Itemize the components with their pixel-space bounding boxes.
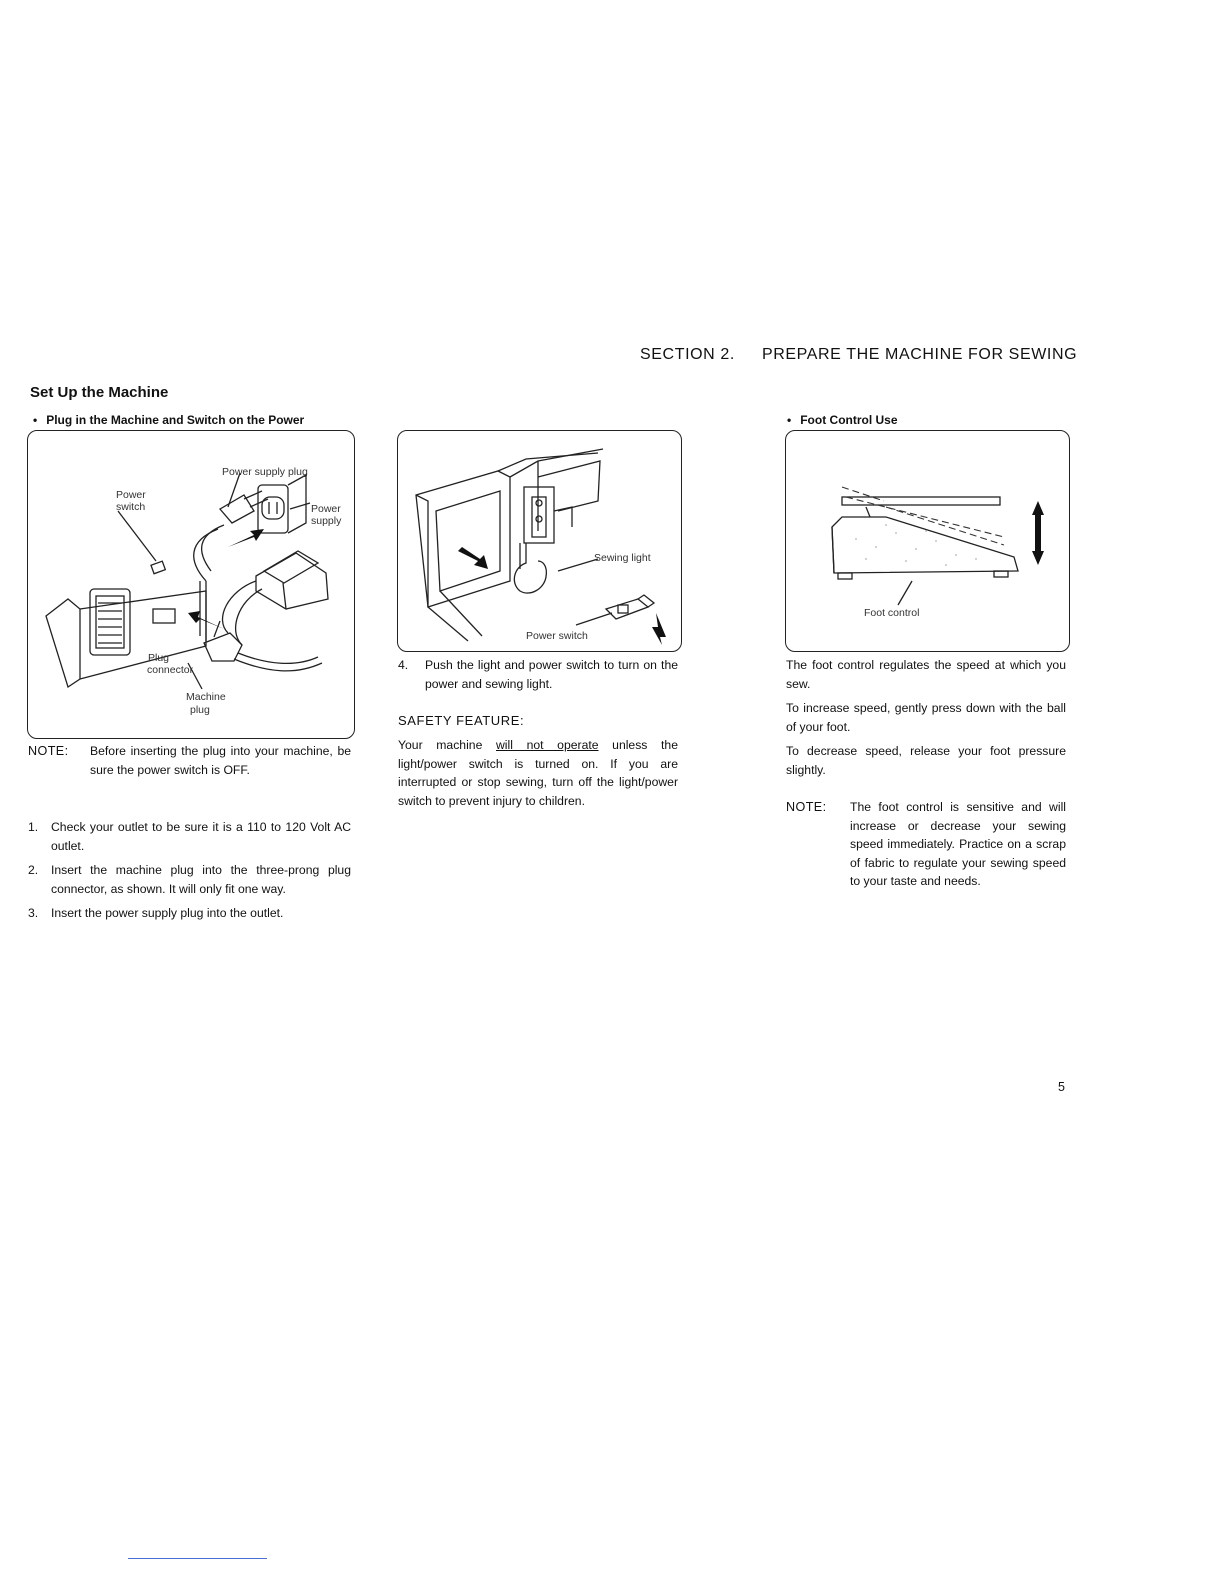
step-4 [398,656,678,699]
list-item [398,656,678,693]
plug-in-subheading-text: Plug in the Machine and Switch on the Power [46,413,305,427]
list-item [28,861,351,898]
paragraph: To decrease speed, release your foot pressure slightly. [786,744,1066,777]
step-number: 3. [28,906,39,920]
step-text: Insert the power supply plug into the outlet. [51,906,284,920]
section-header [640,346,1077,364]
power-note [28,742,351,779]
foot-control-illustration [786,431,1069,651]
set-up-heading: Set Up the Machine [30,384,169,401]
plug-in-subheading [33,413,304,427]
safety-text-start: Your machine [398,738,496,752]
foot-control-note [786,798,1066,891]
list-item [28,904,351,923]
step-number: 1. [28,820,39,834]
section-number: SECTION 2. [640,346,735,363]
footer-rule [128,1558,267,1559]
bullet-icon: • [33,413,38,427]
light-switch-figure [397,430,682,652]
section-title: PREPARE THE MACHINE FOR SEWING [761,346,1078,363]
note-label: NOTE: [786,800,827,814]
power-supply-label-line2: supply [311,515,342,527]
safety-feature-title: SAFETY FEATURE: [398,713,525,728]
step-number: 2. [28,863,39,877]
sewing-light-label: Sewing light [594,552,651,564]
step-number: 4. [398,658,409,672]
power-switch-label-line2: switch [116,501,146,513]
machine-plug-label-line1: Machine [186,691,226,703]
step-text: Check your outlet to be sure it is a 110 to 120 Volt AC outlet. [51,820,351,853]
plug-connector-label-line2: connector [147,664,194,676]
foot-control-label: Foot control [864,607,920,619]
power-setup-figure [27,430,355,739]
list-item [28,818,351,855]
note-text: The foot control is sensitive and will increase or decrease your sewing speed immediately. Practice on a scrap of fabric to regulate your sewing speed to your taste and needs. [850,800,1066,888]
note-text: Before inserting the plug into your machine, be sure the power switch is OFF. [90,744,351,777]
paragraph: To increase speed, gently press down with the ball of your foot. [786,701,1066,734]
step-text: Insert the machine plug into the three-prong plug connector, as shown. It will only fit one way. [51,863,351,896]
foot-control-subheading-text: Foot Control Use [800,413,898,427]
power-switch-label: Power switch [526,630,588,642]
power-supply-plug-label: Power supply plug [222,466,308,478]
safety-text-emphasis: will not operate [496,738,599,752]
page-number: 5 [1058,1080,1065,1094]
safety-text-end: unless the light/power switch is turned on. If you are interrupted or stop sewing, turn off the light/power switch to prevent injury to children. [398,738,678,808]
machine-plug-label-line2: plug [190,704,210,716]
light-switch-illustration [398,431,681,651]
power-switch-label-line1: Power [116,489,146,501]
safety-paragraph [398,736,678,810]
plug-connector-label-line1: Plug [148,652,170,664]
setup-steps-list [28,818,351,929]
step-text: Push the light and power switch to turn on the power and sewing light. [425,658,678,691]
foot-control-paragraphs [786,656,1066,779]
foot-control-figure [785,430,1070,652]
paragraph: The foot control regulates the speed at which you sew. [786,658,1066,691]
foot-control-subheading [787,413,898,427]
power-supply-label-line1: Power [311,503,341,515]
note-label: NOTE: [28,744,69,758]
bullet-icon: • [787,413,792,427]
